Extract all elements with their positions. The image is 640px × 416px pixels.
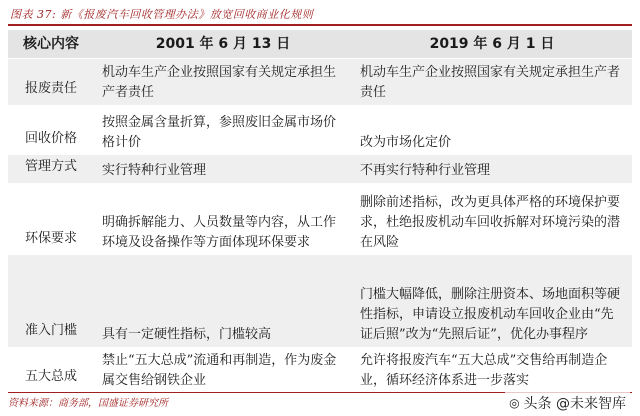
row-2019-text: 门槛大幅降低，删除注册资本、场地面积等硬性指标，申请设立报废机动车回收企业由“先证后照”改为“先照后证”，优化办事程序: [352, 255, 632, 347]
header-core-content: 核心内容: [8, 30, 94, 59]
row-2001-text: 机动车生产企业按照国家有关规定承担生产者责任: [94, 59, 352, 105]
row-2001-text: 实行特种行业管理: [94, 155, 352, 183]
figure-caption: 图表 37: 新《报废汽车回收管理办法》放宽回收商业化规则: [10, 8, 314, 21]
table-row: [8, 347, 632, 393]
table-row: [8, 105, 632, 155]
row-2001-text: 按照金属含量折算，参照废旧金属市场价格计价: [94, 105, 352, 155]
table-row: [8, 59, 632, 105]
header-2001: 2001 年 6 月 13 日: [94, 30, 352, 59]
row-item: 管理方式: [8, 155, 94, 183]
row-item: 五大总成: [8, 347, 94, 393]
row-2001-text: 明确拆解能力、人员数量等内容，从工作环境及设备操作等方面体现环保要求: [94, 183, 352, 255]
row-2019-text: 机动车生产企业按照国家有关规定承担生产者责任: [352, 59, 632, 105]
row-item: 回收价格: [8, 105, 94, 155]
row-2001-text: 禁止“五大总成”流通和再制造，作为废金属交售给钢铁企业: [94, 347, 352, 393]
camera-icon: ◎: [509, 396, 520, 410]
table-header-row: [8, 30, 632, 59]
header-2019: 2019 年 6 月 1 日: [352, 30, 632, 59]
watermark: [505, 392, 630, 414]
row-2019-text: 改为市场化定价: [352, 105, 632, 155]
row-item: 环保要求: [8, 183, 94, 255]
row-2019-text: 不再实行特种行业管理: [352, 155, 632, 183]
row-item: 报废责任: [8, 59, 94, 105]
row-item: 准入门槛: [8, 255, 94, 347]
row-2019-text: 允许将报废汽车“五大总成”交售给再制造企业，循环经济体系进一步落实: [352, 347, 632, 393]
source-note: 资料来源：商务部，国盛证券研究所: [8, 392, 632, 409]
table-row: [8, 155, 632, 183]
comparison-table: [8, 30, 632, 393]
top-rule: [8, 24, 632, 26]
table-row: [8, 183, 632, 255]
row-2019-text: 删除前述指标，改为更具体严格的环境保护要求，杜绝报废机动车回收拆解对环境污染的潜在风险: [352, 183, 632, 255]
row-2001-text: 具有一定硬性指标，门槛较高: [94, 255, 352, 347]
table-row: [8, 255, 632, 347]
watermark-text: 头条 @未来智库: [523, 396, 626, 412]
